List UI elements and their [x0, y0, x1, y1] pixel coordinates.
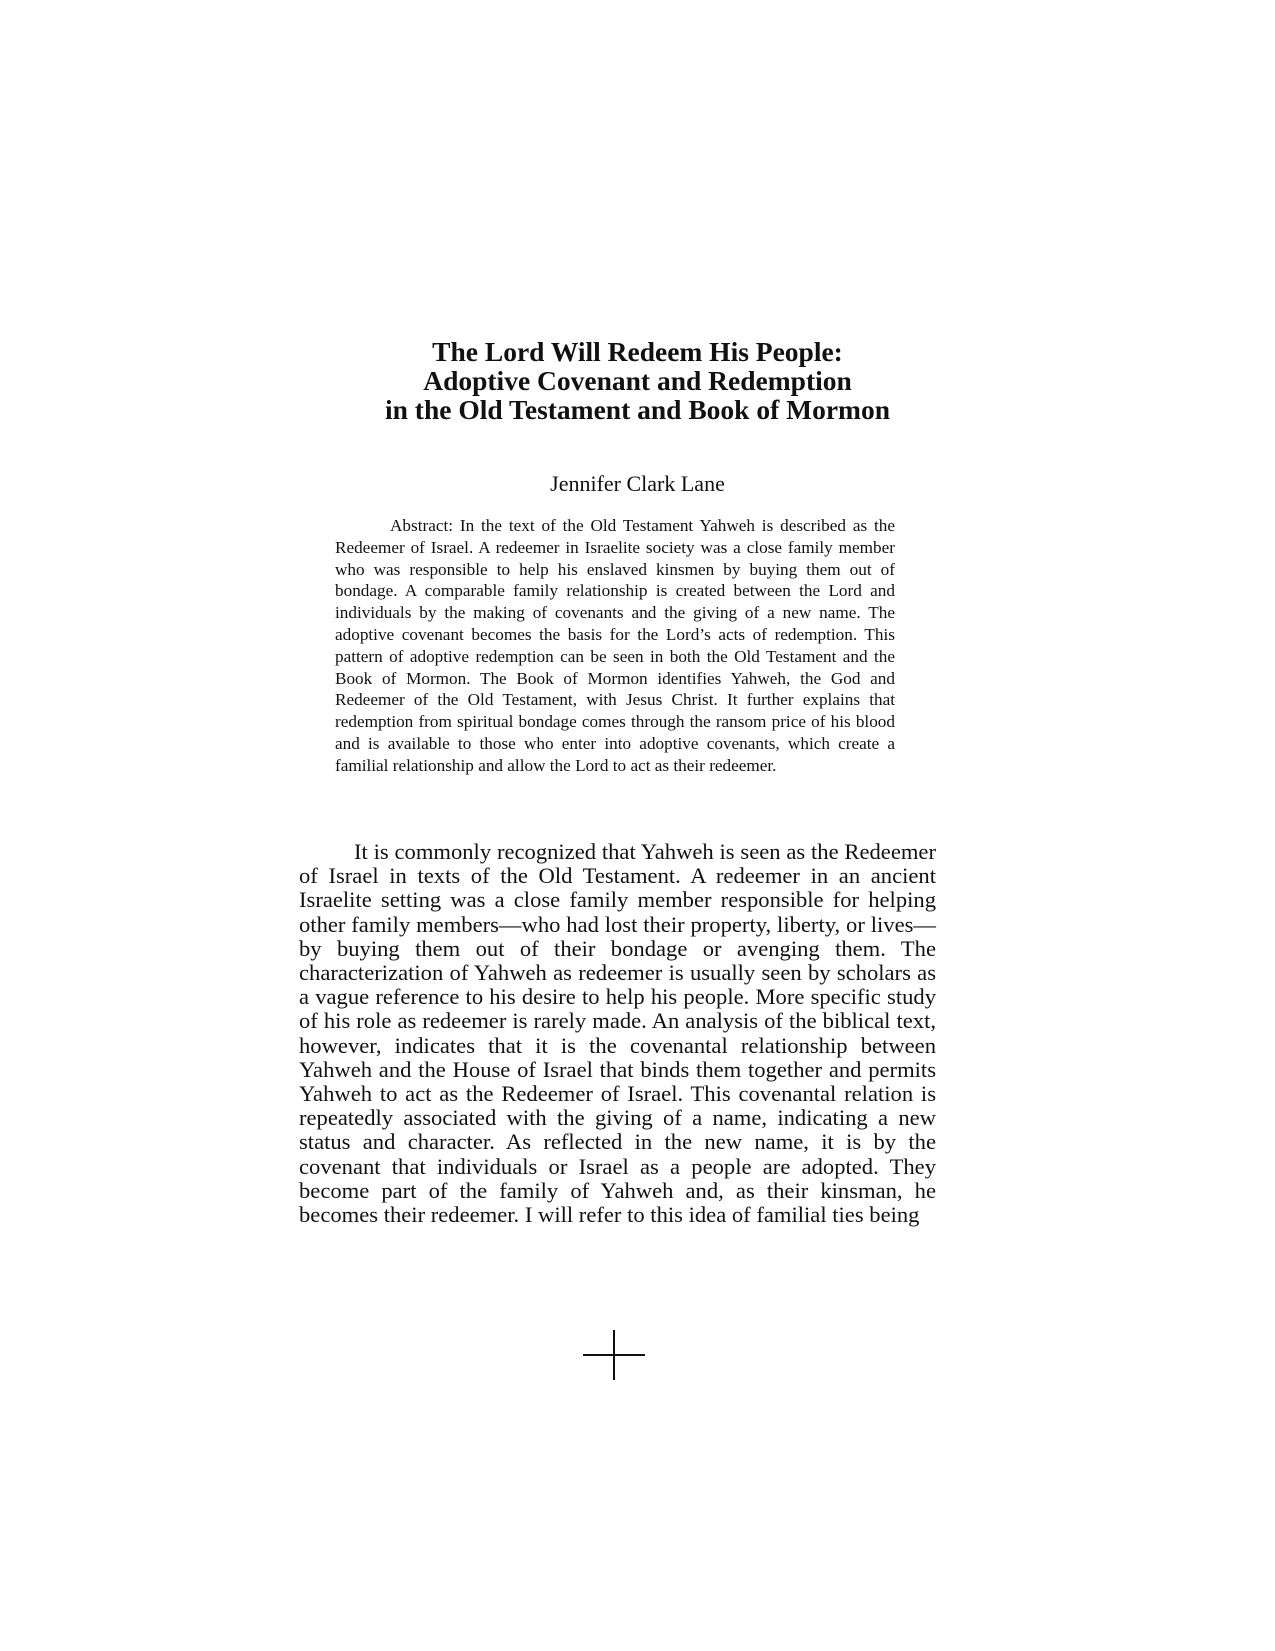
author-name: Jennifer Clark Lane: [550, 471, 725, 496]
abstract-paragraph: Abstract: In the text of the Old Testament Yahweh is described as the Redeemer of Israel. A redeemer in Israelite society was a close family member who was responsible to help his enslaved kinsmen by buying them out of bondage. A comparable family relationship is created between the Lord and individuals by the making of covenants and the giving of a new name. The adoptive covenant becomes the basis for the Lord’s acts of redemption. This pattern of adoptive redemption can be seen in both the Old Testament and the Book of Mormon. The Book of Mormon identifies Yahweh, the God and Redeemer of the Old Testament, with Jesus Christ. It further explains that redemption from spiritual bondage comes through the ransom price of his blood and is available to those who enter into adoptive covenants, which create a familial relationship and allow the Lord to act as their redeemer.: [335, 516, 895, 775]
title-line-1: The Lord Will Redeem His People:: [432, 336, 843, 367]
body-paragraph: It is commonly recognized that Yahweh is seen as the Redeemer of Israel in texts of the Old Testament. A redeemer in an ancient Israelite setting was a close family member responsible for helping other family members—who had lost their property, liberty, or lives—by buying them out of their bondage or avenging them. The characterization of Yahweh as redeemer is usually seen by scholars as a vague reference to his desire to help his people. More specific study of his role as redeemer is rarely made. An analysis of the biblical text, however, indicates that it is the covenantal relationship between Yahweh and the House of Israel that binds them together and permits Yahweh to act as the Redeemer of Israel. This covenantal relation is repeatedly associated with the giving of a name, indicating a new status and character. As reflected in the new name, it is by the covenant that individuals or Israel as a people are adopted. They become part of the family of Yahweh and, as their kinsman, he becomes their redeemer. I will refer to this idea of familial ties being: [299, 839, 936, 1228]
title-line-3: in the Old Testament and Book of Mormon: [385, 394, 890, 425]
article-title: [200, 337, 1075, 424]
title-line-2: Adoptive Covenant and Redemption: [423, 365, 852, 396]
crop-mark-icon: [583, 1330, 645, 1380]
